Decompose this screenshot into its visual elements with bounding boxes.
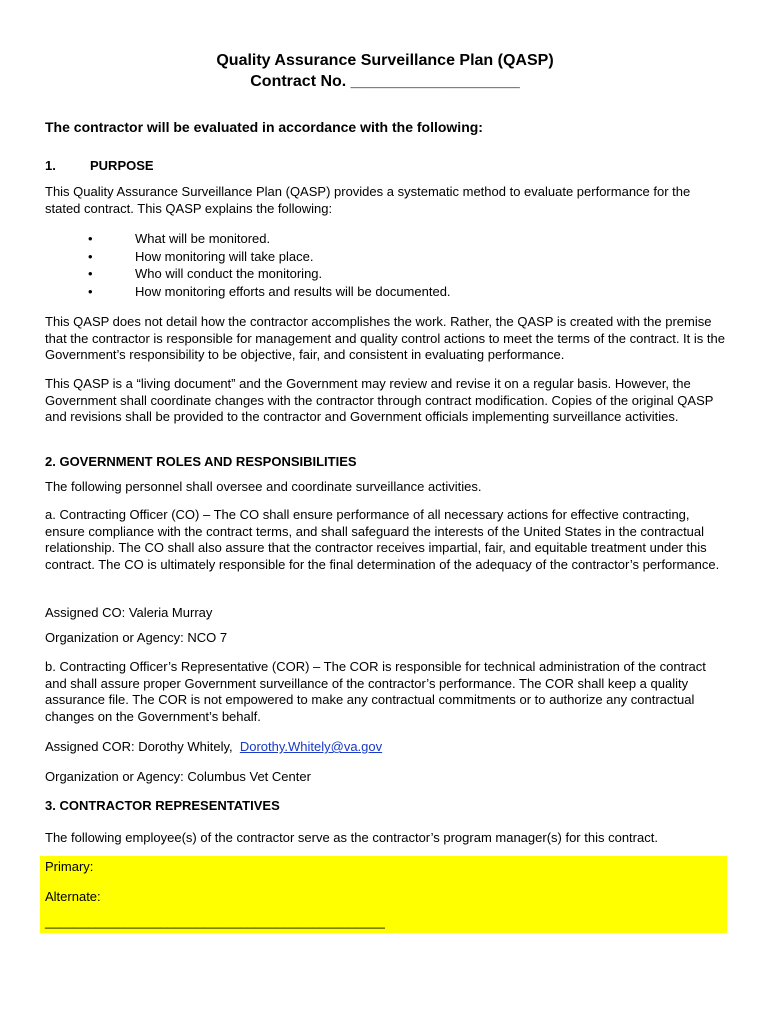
section-1-heading (45, 158, 154, 175)
purpose-paragraph-2: This QASP does not detail how the contractor accomplishes the work. Rather, the QASP is created with the premise that the contractor is responsible for management and quality control actions to meet the terms of the contract. It is the Government’s responsibility to be objective, fair, and consistent in evaluating performance. (45, 314, 725, 362)
section-3-heading: 3. CONTRACTOR REPRESENTATIVES (45, 798, 280, 813)
contractor-reps-paragraph: The following employee(s) of the contractor serve as the contractor’s program manager(s) for this contract. (45, 830, 658, 845)
title-line-2: Contract No. ___________________ (250, 73, 520, 90)
cor-email-link[interactable]: Dorothy.Whitely@va.gov (239, 739, 383, 754)
section-1-title: PURPOSE (90, 158, 154, 173)
purpose-paragraph-3: This QASP is a “living document” and the Government may review and revise it on a regular basis. However, the Government shall coordinate changes with the contractor through contract modification. Copies of the original QASP and revisions shall be provided to the contractor and Government officials implementing surveillance activities. (45, 376, 714, 424)
cor-paragraph: b. Contracting Officer’s Representative (COR) – The COR is responsible for technical administration of the contract and shall assure proper Government surveillance of the contractor’s performance. The COR shall keep a quality assurance file. The COR is not empowered to make any contractual commitments or to authorize any contractual changes on the Government’s behalf. (45, 659, 706, 724)
assigned-co: Assigned CO: Valeria Murray (45, 605, 213, 620)
signature-line: _______________________________________________ (45, 914, 385, 929)
roles-paragraph-1: The following personnel shall oversee and coordinate surveillance activities. (45, 479, 482, 494)
section-2-heading: 2. GOVERNMENT ROLES AND RESPONSIBILITIES (45, 454, 357, 469)
list-item: • How monitoring will take place. (88, 248, 451, 266)
list-item: • What will be monitored. (88, 230, 451, 248)
intro-statement: The contractor will be evaluated in accordance with the following: (45, 119, 483, 135)
co-organization: Organization or Agency: NCO 7 (45, 630, 228, 645)
title-line-1: Quality Assurance Surveillance Plan (QASP) (216, 52, 554, 69)
primary-label: Primary: (45, 859, 94, 874)
contracting-officer-paragraph: a. Contracting Officer (CO) – The CO shall ensure performance of all necessary actions for effective contracting, ensure compliance with the contract terms, and shall safeguard the interests of the United States in the contractual relationship. The CO shall also assure that the contractor receives impartial, fair, and equitable treatment under this contract. The CO is ultimately responsible for the final determination of the adequacy of the contractor’s performance. (45, 507, 720, 572)
purpose-bullet-list (88, 230, 451, 300)
assigned-cor-label: Assigned COR: Dorothy Whitely, (45, 739, 233, 754)
list-item: • How monitoring efforts and results will be documented. (88, 283, 451, 301)
cor-organization: Organization or Agency: Columbus Vet Center (45, 769, 311, 784)
assigned-cor (45, 739, 382, 756)
list-item: • Who will conduct the monitoring. (88, 265, 451, 283)
document-title (0, 50, 770, 92)
purpose-paragraph-1: This Quality Assurance Surveillance Plan (QASP) provides a systematic method to evaluate performance for the stated contract. This QASP explains the following: (45, 184, 691, 216)
section-1-number: 1. (45, 158, 56, 173)
alternate-label: Alternate: (45, 889, 101, 904)
